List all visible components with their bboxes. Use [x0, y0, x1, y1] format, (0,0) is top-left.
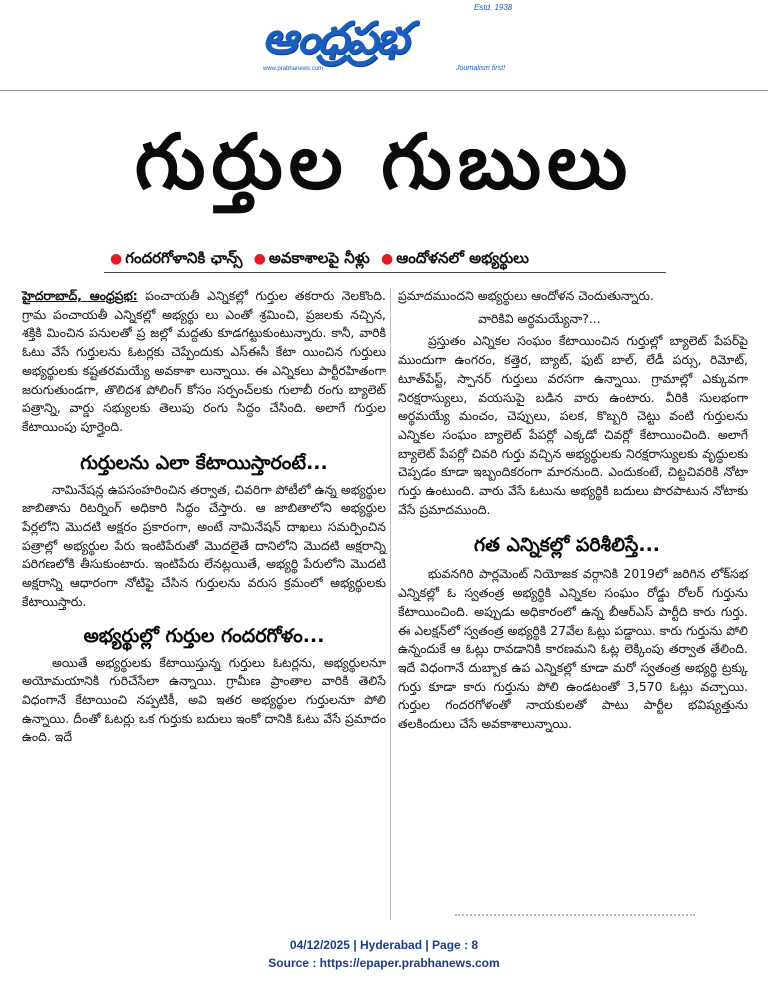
tagline: Journalism first! — [456, 65, 506, 72]
allotment-paragraph: నామినేషన్ల ఉపసంహరించిన తర్వాత, చివరిగా పోటీలో ఉన్న అభ్యర్థుల జాబితాను రిటర్నింగ్ అధికారి సిద్ధం చేస్తారు. ఆ జాబితాలోని అభ్యర్థుల పేర్లలోని మొదటి అక్షరం ప్రకారంగా, అంటే నామినేషన్ దాఖలు సమర్పించిన పత్రాల్లో అభ్యర్థుల పేరు ఇంటిపేరుతో మొదలైతే దానిలోని మొదటి అక్షరాన్ని పరిగణలోకి తీసుకుంటారు. ఇంటిపేరు లేనట్లయితే, అభ్యర్థి పేరులోని మొదటి అక్షరాన్ని ఆధారంగా నోటిఫై చేసిన గుర్తులను వరుస క్రమంలో అభ్యర్థులకు కేటాయిస్తారు. — [22, 481, 386, 609]
masthead — [0, 0, 768, 92]
sub-headline-bar — [110, 247, 670, 269]
cut-off-heading-fragment — [455, 914, 695, 926]
website-label: www.prabhanews.com — [263, 66, 324, 72]
sub-headline-2: ● అవకాశాలపై నీళ్లు — [253, 249, 370, 267]
footer-source-link[interactable]: Source : https://epaper.prabhanews.com — [268, 956, 500, 970]
section-heading-past-elections: గత ఎన్నికల్లో పరిశీలిస్తే... — [474, 534, 661, 557]
confusion-paragraph: అయితే అభ్యర్థులకు కేటాయిస్తున్న గుర్తులు ఓటర్లను, అభ్యర్థులనూ అయోమయానికి గురిచేసేలా ఉన్నాయి. గ్రామీణ ప్రాంతాల వారికి తెలిసే విధంగానే కేటాయించి నప్పటికీ, అవి ఇతర అభ్యర్థుల గుర్తులనూ పోలి ఉన్నాయి. దీంతో ఓటర్లు ఒక గుర్తుకు బదులు ఇంకో దానికి ఓటు వేసే ప్రమాదం ఉంది. ఇదే — [22, 654, 386, 745]
dateline: హైదరాబాద్, ఆంధ్రప్రభ: — [22, 288, 138, 303]
masthead-divider — [0, 90, 768, 91]
sub-headline-3: ● ఆందోళనలో అభ్యర్థులు — [381, 249, 530, 267]
article-right-column — [398, 287, 748, 734]
sub-headline-1: ● గందరగోళానికి ఛాన్స్ — [110, 249, 243, 267]
established-year: Estd. 1938 — [474, 3, 513, 12]
section-heading-confusion: అభ్యర్థుల్లో గుర్తుల గందరగోళం... — [83, 624, 325, 647]
symbols-paragraph: ప్రస్తుతం ఎన్నికల సంఘం కేటాయించిన గుర్తుల్లో బ్యాలెట్ పేపర్‌పై ముందుగా ఉంగరం, కత్తెర, బ్యాట్, ఫుట్ బాల్, లేడీ పర్సు, రిమోట్, టూత్‌పేస్ట్, స్పానర్ గుర్తులు వరసగా ఉన్నాయి. గ్రామాల్లో ఎక్కువగా నిరక్షరాస్యులు, వయసుపై బడిన వారు ఉంటారు. వీరికి సులభంగా అర్థమయ్యే మంచం, చెప్పులు, పలక, కొబ్బరి చెట్టు వంటి గుర్తులను ఎన్నికల సంఘం బ్యాలెట్ పేపర్లో ఎక్కడో చివర్లో కేటాయించింది. అలాగే బ్యాలెట్ పేపర్లో చివరి గుర్తు వచ్చిన అభ్యర్థులకు నిరక్షరాస్యులకు వృద్ధులకు చెప్పడం కూడా ఇబ్బందికరంగా మారనుంది. ఎందుకంటే, చిట్టచివరికి నోటా గుర్తు ఉంటుంది. వారు వేసే ఓటును అభ్యర్థికి బదులు పొరపాటున నోటాకు వేసే ప్రమాదముంది. — [398, 333, 748, 517]
article-left-column — [22, 287, 386, 747]
footer-edition-info: 04/12/2025 | Hyderabad | Page : 8 — [289, 938, 479, 952]
newspaper-logo: ఆంధ్రప్రభ — [262, 13, 407, 64]
footer — [0, 936, 768, 972]
bullet-dot-icon: ● — [381, 251, 394, 267]
sub-headline-underline — [104, 272, 666, 273]
bullet-dot-icon: ● — [110, 251, 123, 267]
past-elections-paragraph: భువనగిరి పార్లమెంట్ నియోజక వర్గానికి 2019లో జరిగిన లోక్‌సభ ఎన్నికల్లో ఓ స్వతంత్ర అభ్యర్థికి ఎన్నికల సంఘం రోడ్డు రోలర్ గుర్తును కేటాయించింది. అప్పుడు అధికారంలో ఉన్న బీఆర్ఎస్ పార్టీది కారు గుర్తు. ఈ ఎలక్షన్‌లో స్వతంత్ర అభ్యర్థికి 27వేల ఓట్లు పడ్డాయి. కారు గుర్తును పోలి ఉన్నందుకే ఆ ఓట్లు రావడానికి కారణమని ఓట్ల లెక్కింపు తర్వాత తేలింది. ఇదే విధంగానే దుబ్బాక ఉప ఎన్నికల్లో కూడా మరో స్వతంత్ర అభ్యర్థి ట్రక్కు గుర్తు కూడా కారు గుర్తును పోలి ఉండటంతో 3,570 ఓట్లు వచ్చాయి. గుర్తుల గందరగోళంతో నాయకులతో పాటు పార్టీల భవిష్యత్తును తలకిందులు చేసే అవకాశాలున్నాయి. — [398, 566, 748, 732]
continuation-paragraph: ప్రమాదముందని అభ్యర్థులు ఆందోళన చెందుతున్నారు. — [398, 288, 654, 303]
intro-paragraph: హైదరాబాద్, ఆంధ్రప్రభ: పంచాయతీ ఎన్నికల్లో గుర్తుల తకరారు నెలకొంది. గ్రామ పంచాయతీ ఎన్నికల్లో అభ్యర్థు లు ఎంతో శ్రమించి, ప్రజలకు నచ్చిన, శక్తికి మించిన పనులతో ప్ర జల్లో మద్దతు కూడగట్టుకుంటున్నారు. కానీ, వారికి ఓటు వేసే గుర్తులను ఓటర్లకు చెప్పేందుకు ఎస్ఈసీ కేటా యించిన గుర్తులు అభ్యర్థులకు కష్టతరమయ్యే అవకాశా లున్నాయి. ఈ ఎన్నికలు పార్టీరహితంగా జరుగుతుండగా, తొలిదశ పోలింగ్ కోసం సర్పంచ్‌లకు గులాబీ రంగు బ్యాలెట్ పత్రాన్ని, వార్డు సభ్యులకు తెలుపు రంగు సిద్ధం చేసింది. అలాగే గుర్తుల కేటాయింపు పూర్తైంది. — [22, 288, 386, 434]
question-line: వారికివి అర్థమయ్యేనా?... — [478, 310, 601, 326]
column-divider — [390, 288, 391, 920]
section-heading-allotment: గుర్తులను ఎలా కేటాయిస్తారంటే... — [80, 451, 328, 474]
main-headline: గుర్తుల గుబులు — [134, 117, 634, 206]
bullet-dot-icon: ● — [253, 251, 266, 267]
